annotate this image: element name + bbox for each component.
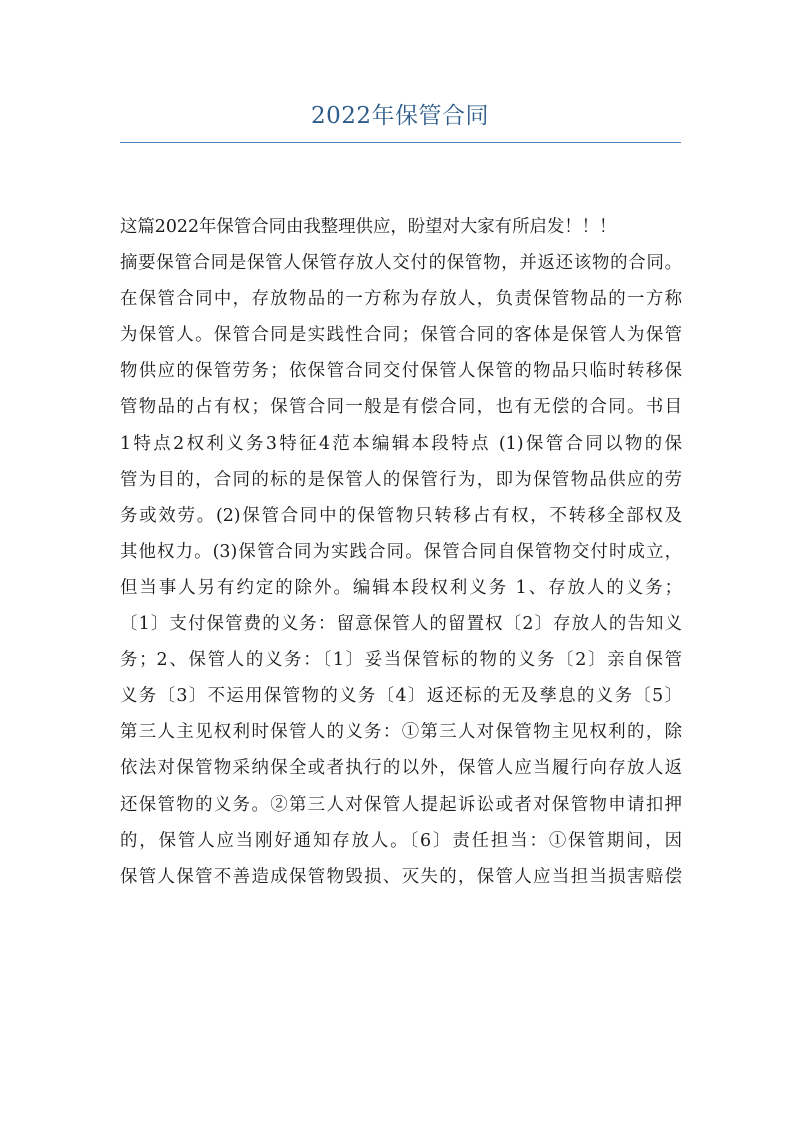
body-line: 摘要保管合同是保管人保管存放人交付的保管物，并返还该物的合同。 bbox=[120, 253, 682, 274]
body-line: 为保管人。保管合同是实践性合同；保管合同的客体是保管人为保管 bbox=[120, 325, 682, 346]
body-line: 务；2、保管人的义务：〔1〕妥当保管标的物的义务〔2〕亲自保管 bbox=[120, 650, 682, 671]
body-line: 物供应的保管劳务；依保管合同交付保管人保管的物品只临时转移保 bbox=[120, 361, 682, 382]
body-line: 义务〔3〕不运用保管物的义务〔4〕返还标的无及孳息的义务〔5〕 bbox=[120, 686, 682, 707]
body-line: 还保管物的义务。②第三人对保管人提起诉讼或者对保管物申请扣押 bbox=[120, 794, 682, 815]
body-line: 依法对保管物采纳保全或者执行的以外，保管人应当履行向存放人返 bbox=[120, 758, 682, 779]
body-line: 管为目的，合同的标的是保管人的保管行为，即为保管物品供应的劳 bbox=[120, 469, 682, 490]
body-line: 1特点2权利义务3特征4范本编辑本段特点 (1)保管合同以物的保 bbox=[120, 433, 682, 454]
body-line: 〔1〕支付保管费的义务：留意保管人的留置权〔2〕存放人的告知义 bbox=[120, 614, 682, 635]
body-line: 其他权力。(3)保管合同为实践合同。保管合同自保管物交付时成立， bbox=[120, 541, 682, 562]
body-line: 的，保管人应当刚好通知存放人。〔6〕责任担当：①保管期间，因 bbox=[120, 830, 682, 851]
document-title: 2022年保管合同 bbox=[310, 103, 490, 129]
body-line: 务或效劳。(2)保管合同中的保管物只转移占有权，不转移全部权及 bbox=[120, 505, 682, 526]
document-body bbox=[120, 209, 682, 895]
body-line: 在保管合同中，存放物品的一方称为存放人，负责保管物品的一方称 bbox=[120, 289, 682, 310]
title-underline bbox=[120, 142, 681, 143]
body-line: 保管人保管不善造成保管物毁损、灭失的，保管人应当担当损害赔偿 bbox=[120, 866, 682, 887]
body-line: 管物品的占有权；保管合同一般是有偿合同，也有无偿的合同。书目 bbox=[120, 397, 682, 418]
body-line: 这篇2022年保管合同由我整理供应，盼望对大家有所启发！！！ bbox=[120, 217, 617, 237]
body-line: 第三人主见权利时保管人的义务：①第三人对保管物主见权利的，除 bbox=[120, 722, 682, 743]
body-line: 但当事人另有约定的除外。编辑本段权利义务 1、存放人的义务； bbox=[120, 577, 682, 598]
